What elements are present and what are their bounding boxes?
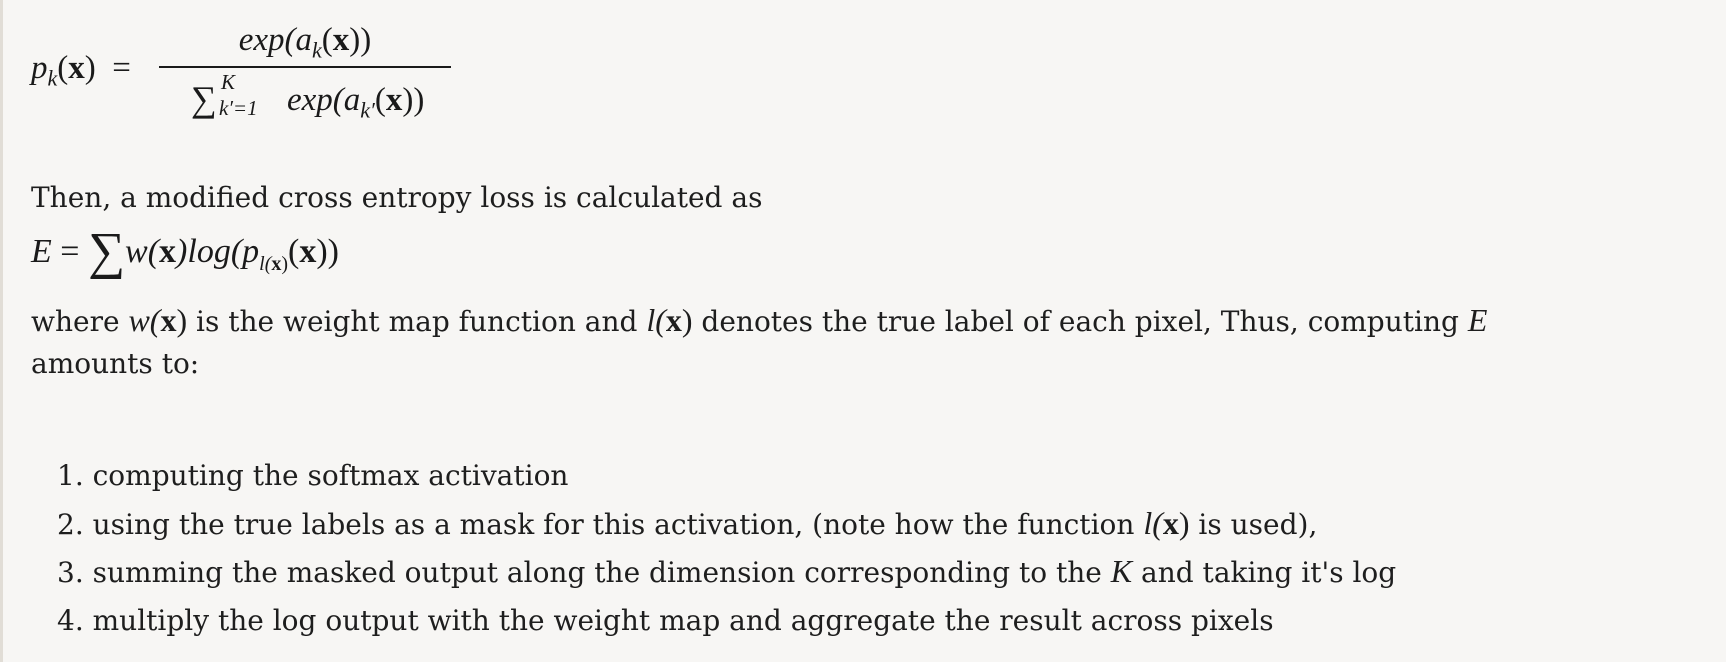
p-symbol: p (31, 50, 48, 86)
steps-list (57, 452, 1396, 644)
lhs-close-paren: ) (84, 50, 96, 86)
denominator-close: )) (402, 82, 425, 118)
loss-equals: = (60, 233, 80, 270)
step-l-x: x (1162, 504, 1179, 541)
where-text-2: is the weight map function and (187, 305, 647, 338)
sum-symbol: ∑ (191, 79, 217, 119)
x-symbol: x (68, 50, 85, 86)
where-l-x: x (665, 302, 682, 338)
step-number: 1. (57, 459, 84, 492)
numerator-x: x (332, 22, 350, 58)
denominator-expression (287, 82, 424, 124)
where-w-x: x (160, 302, 177, 338)
where-l-close: ) (681, 302, 693, 338)
step-text: multiply the log output with the weight map and aggregate the result across pixels (92, 603, 1274, 637)
where-text-1: where (31, 305, 129, 338)
log-fn: )log(p (176, 233, 260, 270)
softmax-denominator (159, 68, 451, 126)
where-w-fn: w( (128, 302, 161, 338)
numerator-close: )) (349, 22, 372, 58)
where-l-fn: l( (646, 302, 666, 338)
where-paragraph-line2: amounts to: (31, 347, 200, 380)
step-text-after: is used), (1189, 507, 1318, 541)
where-E: E (1467, 302, 1488, 338)
where-text-3: denotes the true label of each pixel, Thus, computing (692, 305, 1468, 338)
step-text: summing the masked output along the dimension corresponding to the (92, 556, 1111, 589)
loss-sum-symbol: ∑ (87, 223, 126, 280)
loss-x: x (299, 233, 317, 270)
softmax-fraction (159, 18, 451, 126)
step-text: using the true labels as a mask for this activation, (note how the function (92, 507, 1144, 541)
where-w-close: ) (176, 302, 188, 338)
step-l-fn: l( (1143, 504, 1163, 541)
softmax-equation (31, 18, 451, 128)
label-subscript (259, 253, 288, 275)
step-l-close: ) (1178, 504, 1190, 541)
k-subscript: k (47, 65, 58, 91)
equals-sign: = (112, 50, 131, 86)
numerator-sub: k (312, 37, 322, 63)
step-number: 4. (57, 603, 84, 637)
numerator-open: ( (321, 22, 333, 58)
denominator-exp: exp(a (287, 82, 361, 118)
step-text: computing the softmax activation (92, 459, 569, 492)
list-item (57, 548, 1396, 597)
weight-fn: w( (125, 233, 160, 270)
energy-symbol: E (31, 233, 52, 270)
step-K: K (1110, 553, 1133, 589)
label-sub-fn: l( (259, 252, 272, 275)
weight-x: x (159, 233, 177, 270)
softmax-lhs (31, 50, 131, 92)
label-sub-close: ) (281, 252, 289, 275)
loss-open: ( (288, 233, 300, 270)
list-item (57, 452, 1396, 500)
intro-paragraph: Then, a modified cross entropy loss is calculated as (31, 181, 763, 214)
denominator-sub: k′ (360, 97, 375, 123)
softmax-numerator (159, 18, 451, 66)
step-text-after: and taking it's log (1132, 556, 1397, 589)
sum-upper-limit: K (221, 70, 236, 94)
numerator-exp: exp(a (238, 22, 313, 58)
denominator-open: ( (374, 82, 386, 118)
label-sub-x: x (271, 252, 282, 275)
list-item (57, 597, 1396, 645)
step-number: 3. (57, 556, 84, 589)
list-item (57, 500, 1396, 549)
denominator-x: x (385, 82, 403, 118)
step-number: 2. (57, 507, 84, 541)
sum-lower-limit: k′=1 (219, 96, 258, 120)
lhs-open-paren: ( (57, 50, 69, 86)
where-paragraph (31, 298, 1487, 344)
loss-equation (31, 216, 340, 280)
loss-close: )) (316, 233, 340, 270)
